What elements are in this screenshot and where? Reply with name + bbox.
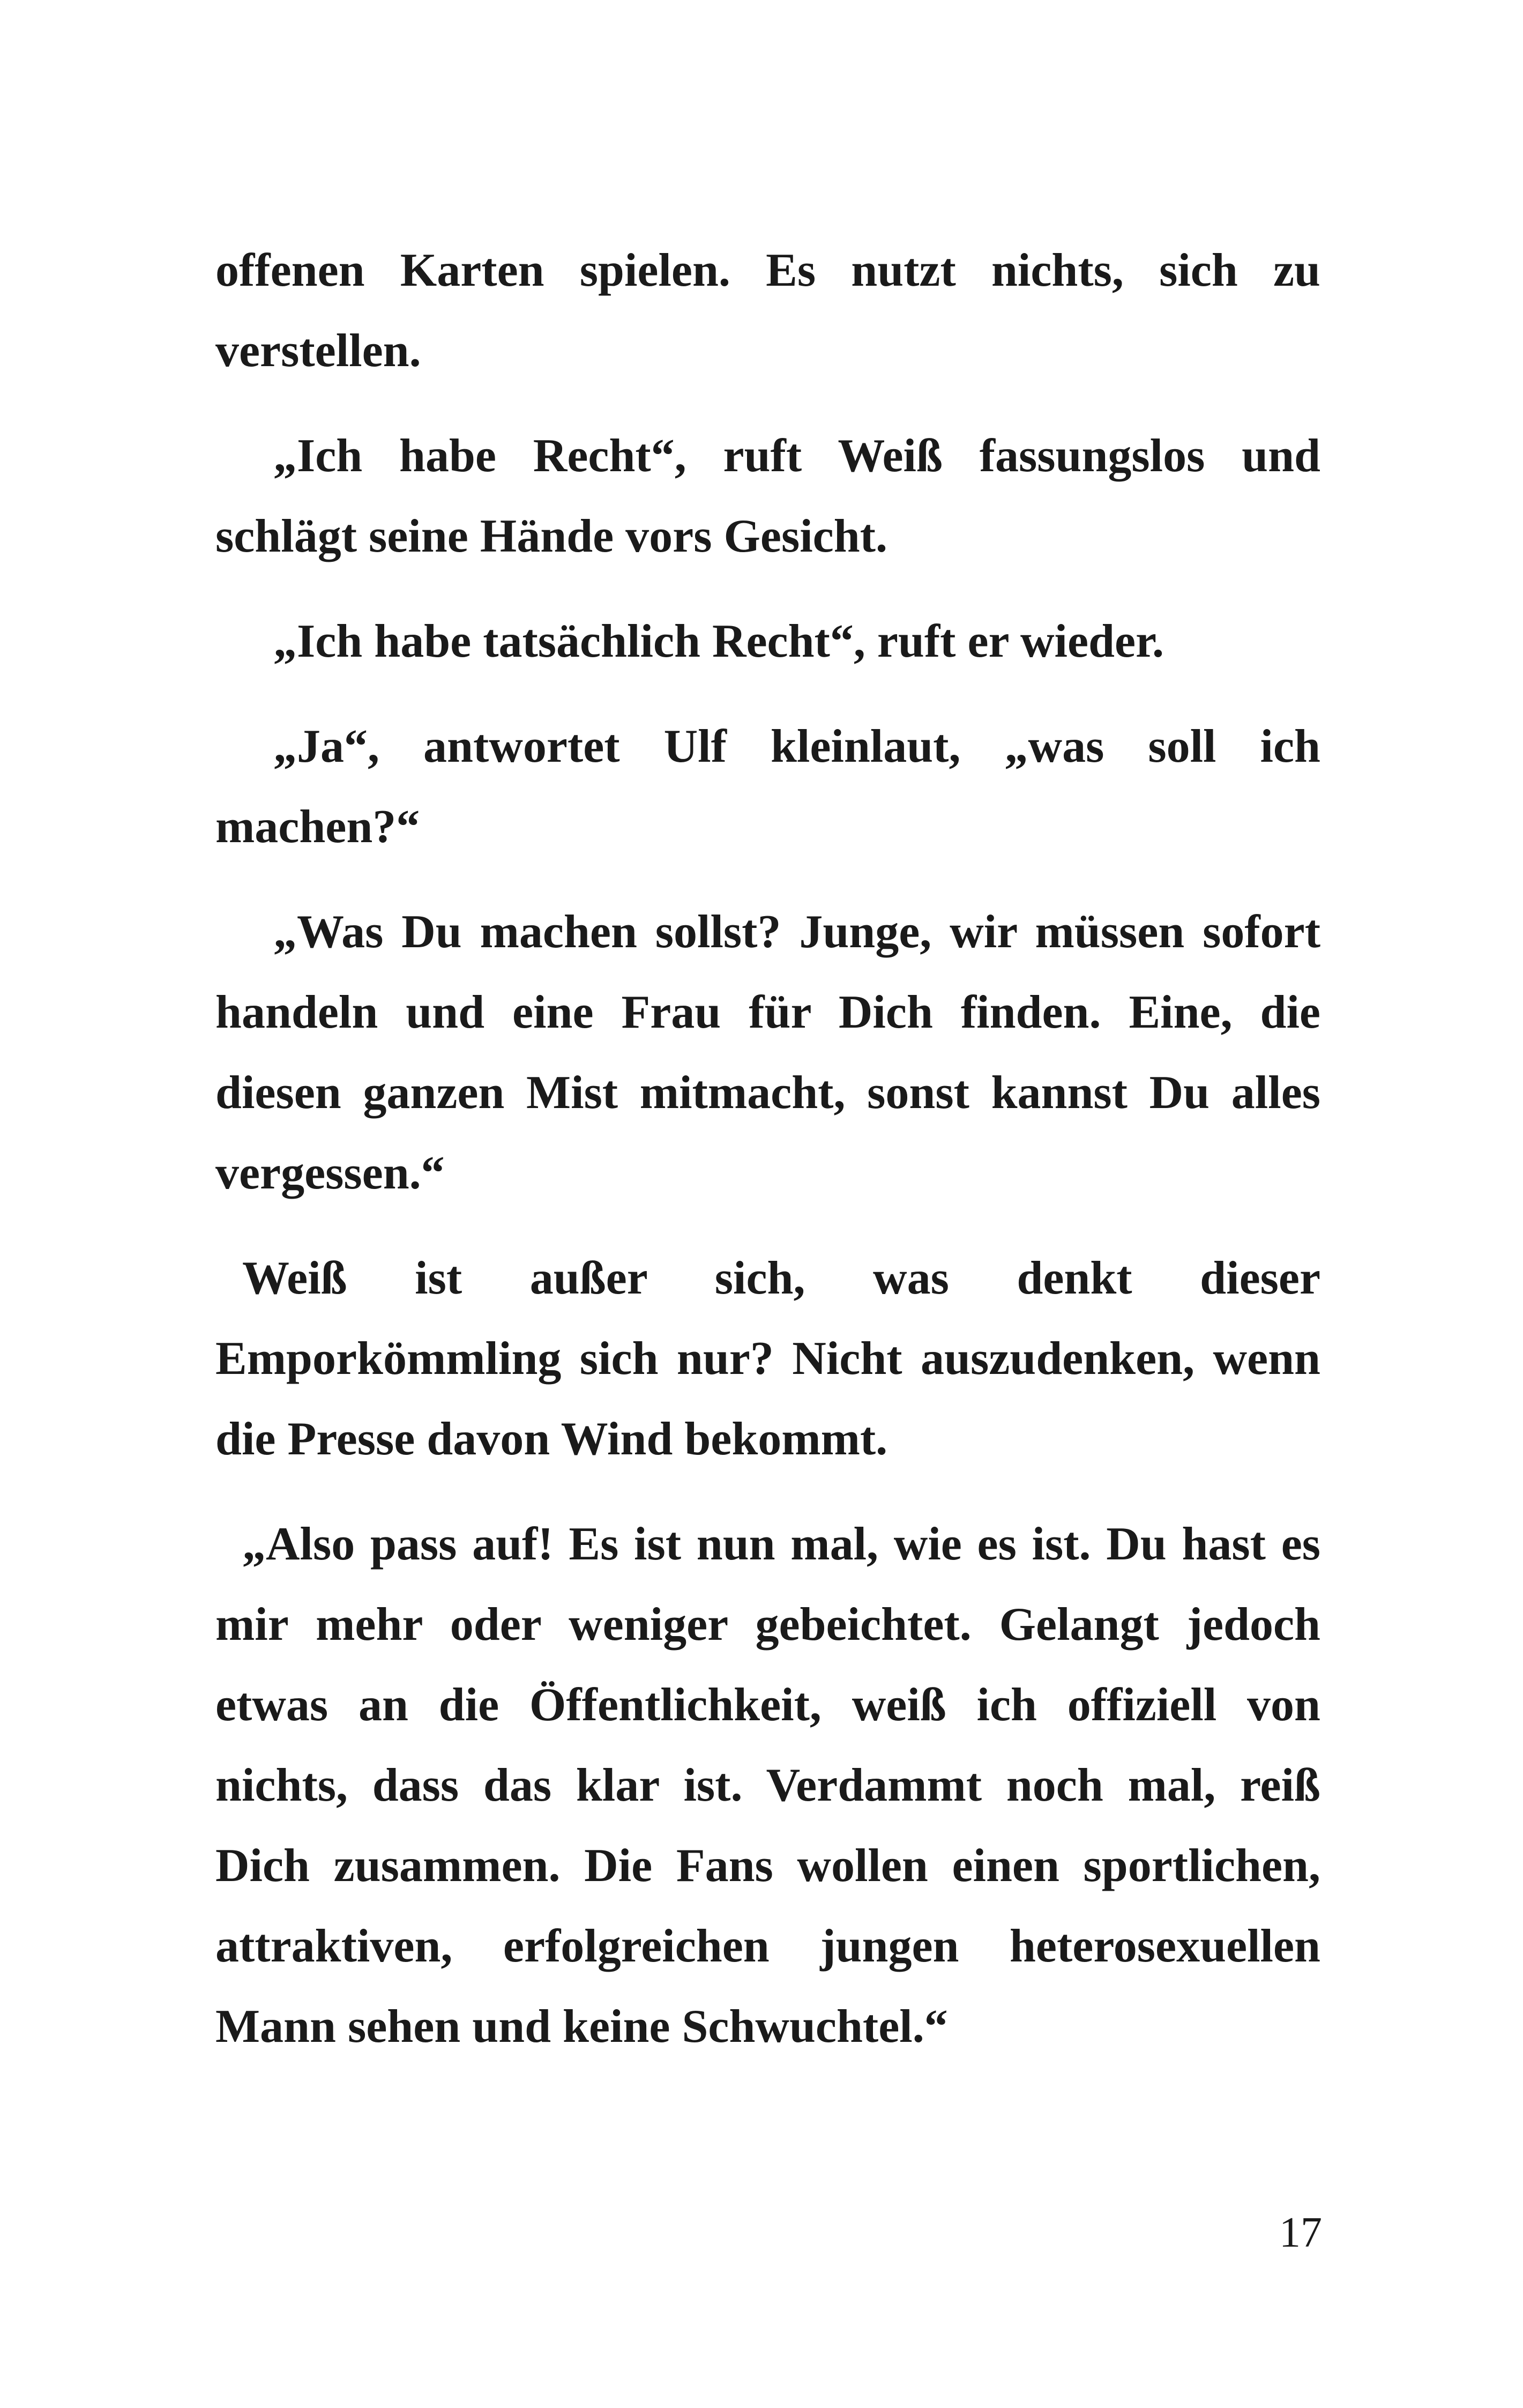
- paragraph-2: „Ich habe Recht“, ruft Weiß fassungslos und schlägt seine Hände vors Gesicht.: [215, 430, 1320, 562]
- page-number: 17: [1279, 2209, 1322, 2256]
- paragraph-4: „Ja“, antwortet Ulf kleinlaut, „was soll ich machen?“: [215, 720, 1320, 853]
- paragraph-5: „Was Du machen sollst? Junge, wir müssen sofort handeln und eine Frau für Dich finden. Eine, die diesen ganzen Mist mitmacht, sonst kannst Du alles vergessen.“: [215, 906, 1320, 1199]
- body-text: [215, 231, 1320, 2067]
- paragraph-1: offenen Karten spielen. Es nutzt nichts, sich zu verstellen.: [215, 244, 1320, 377]
- paragraph-3: „Ich habe tatsächlich Recht“, ruft er wieder.: [273, 615, 1164, 667]
- paragraph-7: „Also pass auf! Es ist nun mal, wie es ist. Du hast es mir mehr oder weniger gebeichtet. Gelangt jedoch etwas an die Öffentlichkeit, weiß ich offiziell von nichts, dass das klar ist. Verdammt noch mal, reiß Dich zusammen. Die Fans wollen einen sportlichen, attraktiven, erfolgreichen jungen heterosexuellen Mann sehen und keine Schwuchtel.“: [215, 1518, 1320, 2053]
- paragraph-6: Weiß ist außer sich, was denkt dieser Emporkömmling sich nur? Nicht auszudenken, wenn die Presse davon Wind bekommt.: [215, 1252, 1320, 1465]
